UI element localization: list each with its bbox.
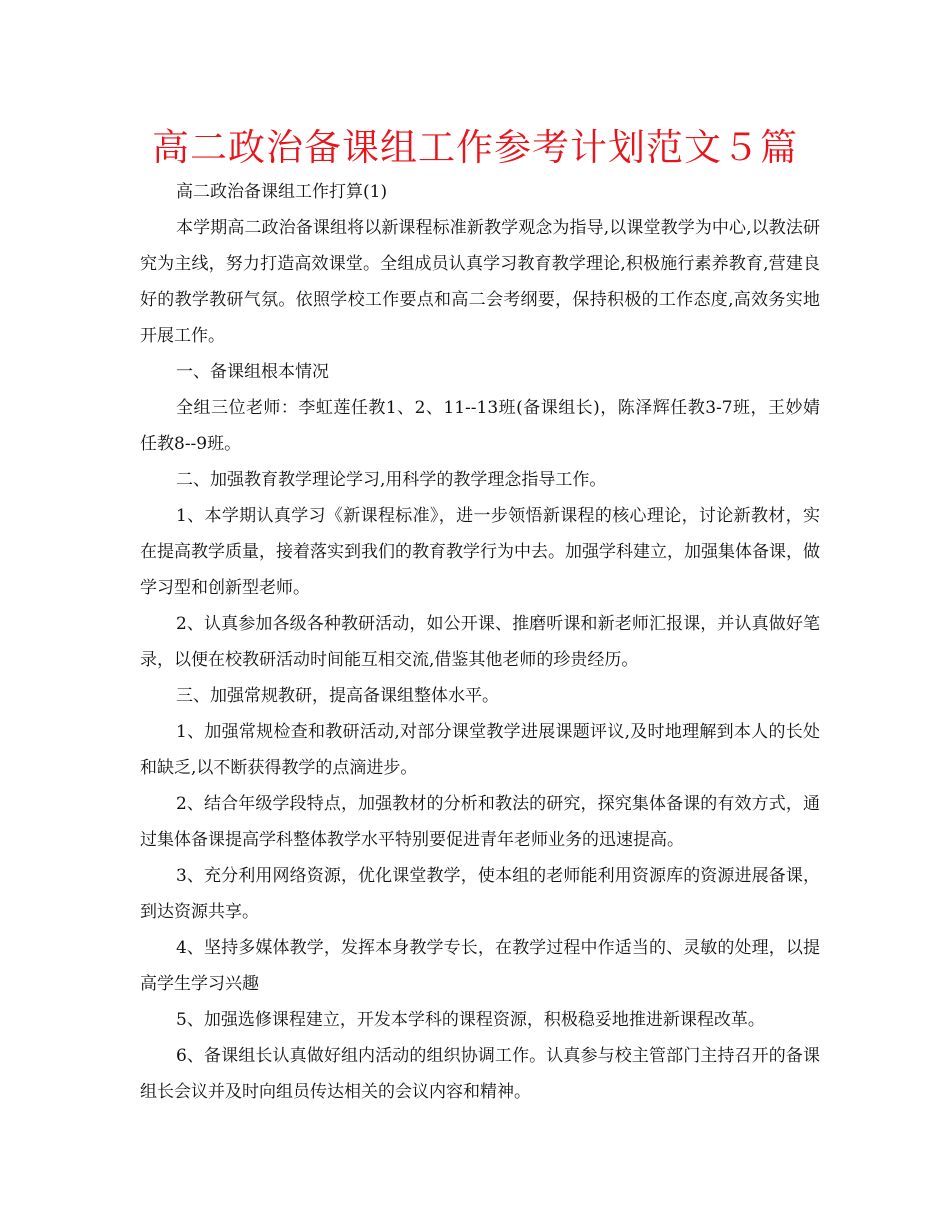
section-heading-routine-research: 三、加强常规教研，提高备课组整体水平。 <box>176 686 499 706</box>
paragraph-teachers: 全组三位老师：李虹莲任教1、2、11--13班(备课组长)，陈泽辉任教3-7班，王妙婧任教8--9班。 <box>140 398 820 454</box>
paragraph-routine-item-6: 6、备课组长认真做好组内活动的组织协调工作。认真参与校主管部门主持召开的备课组长会议并及时向组员传达相关的会议内容和精神。 <box>140 1046 820 1102</box>
paragraph-intro: 本学期高二政治备课组将以新课程标准新教学观念为指导,以课堂教学为中心,以教法研究为主线，努力打造高效课堂。全组成员认真学习教育教学理论,积极施行素养教育,营建良好的教学教研气氛。依照学校工作要点和高二会考纲要，保持积极的工作态度,高效务实地开展工作。 <box>140 218 820 346</box>
paragraph-theory-item-2: 2、认真参加各级各种教研活动，如公开课、推磨听课和新老师汇报课，并认真做好笔录，以便在校教研活动时间能互相交流,借鉴其他老师的珍贵经历。 <box>140 614 820 670</box>
paragraph-routine-item-1: 1、加强常规检查和教研活动,对部分课堂教学进展课题评议,及时地理解到本人的长处和缺乏,以不断获得教学的点滴进步。 <box>140 722 820 778</box>
paragraph-plan-heading: 高二政治备课组工作打算(1) <box>176 182 388 202</box>
paragraph-routine-item-2: 2、结合年级学段特点，加强教材的分析和教法的研究，探究集体备课的有效方式，通过集体备课提高学科整体教学水平特别要促进青年老师业务的迅速提高。 <box>140 794 820 850</box>
document-body <box>140 174 820 1110</box>
paragraph-theory-item-1: 1、本学期认真学习《新课程标准》，进一步领悟新课程的核心理论，讨论新教材，实在提高教学质量，接着落实到我们的教育教学行为中去。加强学科建立，加强集体备课，做学习型和创新型老师。 <box>140 506 820 598</box>
section-heading-basic-situation: 一、备课组根本情况 <box>176 362 329 382</box>
paragraph-routine-item-5: 5、加强选修课程建立，开发本学科的课程资源，积极稳妥地推进新课程改革。 <box>176 1010 765 1030</box>
paragraph-routine-item-4: 4、坚持多媒体教学，发挥本身教学专长，在教学过程中作适当的、灵敏的处理，以提高学生学习兴趣 <box>140 938 820 994</box>
document-title: 高二政治备课组工作参考计划范文５篇 <box>152 126 798 169</box>
section-heading-theory-study: 二、加强教育教学理论学习,用科学的教学理念指导工作。 <box>176 470 607 490</box>
paragraph-routine-item-3: 3、充分利用网络资源，优化课堂教学，使本组的老师能利用资源库的资源进展备课，到达资源共享。 <box>140 866 820 922</box>
